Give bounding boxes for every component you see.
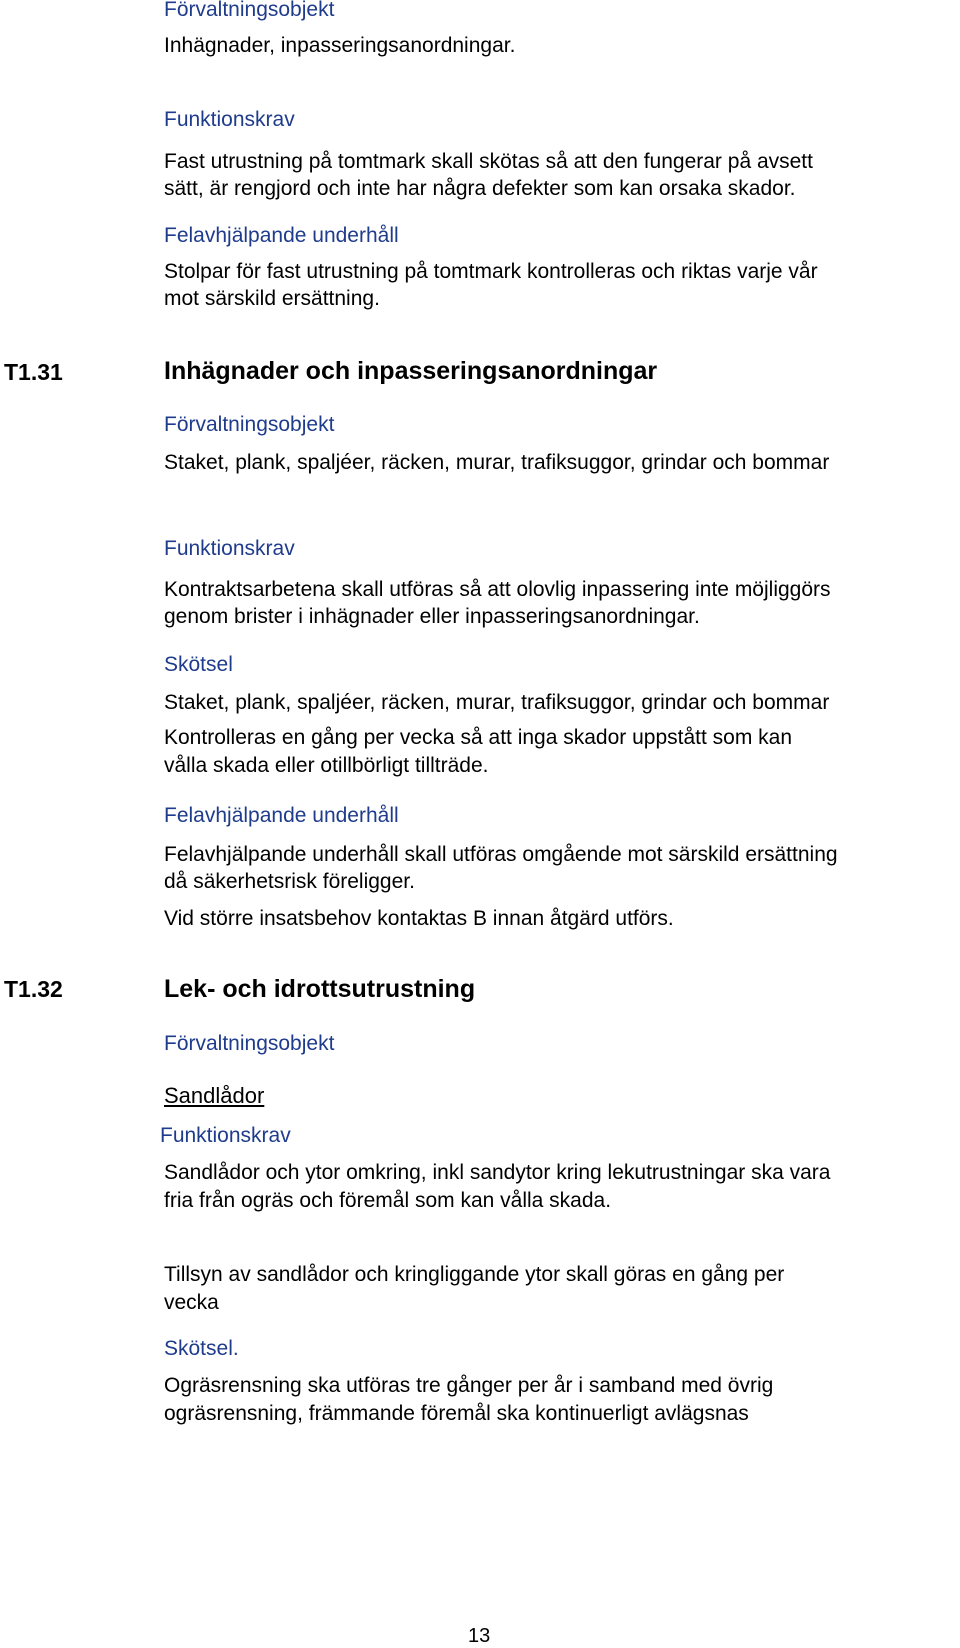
body-text: Felavhjälpande underhåll skall utföras omgående mot särskild ersättning <box>164 843 838 866</box>
heading-skotsel: Skötsel. <box>164 1337 239 1360</box>
body-text: ogräsrensning, främmande föremål ska kontinuerligt avlägsnas <box>164 1402 749 1425</box>
body-text: vålla skada eller otillbörligt tillträde. <box>164 754 489 777</box>
body-text: då säkerhetsrisk föreligger. <box>164 870 415 893</box>
heading-forvaltningsobjekt: Förvaltningsobjekt <box>164 1032 335 1055</box>
heading-funktionskrav: Funktionskrav <box>160 1124 291 1147</box>
section-title: Inhägnader och inpasseringsanordningar <box>164 357 658 385</box>
body-text: Fast utrustning på tomtmark skall skötas så att den fungerar på avsett <box>164 150 813 173</box>
body-text: genom brister i inhägnader eller inpasseringsanordningar. <box>164 605 700 628</box>
body-text: Staket, plank, spaljéer, räcken, murar, trafiksuggor, grindar och bommar <box>164 451 830 474</box>
body-text: Vid större insatsbehov kontaktas B innan åtgärd utförs. <box>164 907 674 930</box>
heading-felavhjalpande: Felavhjälpande underhåll <box>164 224 399 247</box>
body-text: vecka <box>164 1291 219 1314</box>
body-text: Tillsyn av sandlådor och kringliggande ytor skall göras en gång per <box>164 1263 785 1286</box>
body-text: fria från ogräs och föremål som kan vålla skada. <box>164 1189 612 1212</box>
heading-skotsel: Skötsel <box>164 653 233 676</box>
section-title: Lek- och idrottsutrustning <box>164 975 476 1003</box>
body-text: Kontraktsarbetena skall utföras så att olovlig inpassering inte möjliggörs <box>164 578 831 601</box>
section-number: T1.32 <box>4 976 63 1002</box>
section-number: T1.31 <box>4 359 63 385</box>
heading-forvaltningsobjekt: Förvaltningsobjekt <box>164 413 335 436</box>
body-text: Staket, plank, spaljéer, räcken, murar, trafiksuggor, grindar och bommar <box>164 691 830 714</box>
heading-funktionskrav: Funktionskrav <box>164 108 295 131</box>
body-text: Stolpar för fast utrustning på tomtmark kontrolleras och riktas varje vår <box>164 260 818 283</box>
subheading-sandlador: Sandlådor <box>164 1083 265 1108</box>
heading-felavhjalpande: Felavhjälpande underhåll <box>164 804 399 827</box>
body-text: Inhägnader, inpasseringsanordningar. <box>164 34 516 57</box>
body-text: Kontrolleras en gång per vecka så att inga skador uppstått som kan <box>164 726 793 749</box>
body-text: sätt, är rengjord och inte har några defekter som kan orsaka skador. <box>164 177 796 200</box>
body-text: Ogräsrensning ska utföras tre gånger per år i samband med övrig <box>164 1374 774 1397</box>
heading-funktionskrav: Funktionskrav <box>164 537 295 560</box>
body-text: mot särskild ersättning. <box>164 287 380 310</box>
page-number: 13 <box>468 1625 491 1647</box>
heading-forvaltningsobjekt: Förvaltningsobjekt <box>164 0 335 21</box>
body-text: Sandlådor och ytor omkring, inkl sandytor kring lekutrustningar ska vara <box>164 1161 831 1184</box>
